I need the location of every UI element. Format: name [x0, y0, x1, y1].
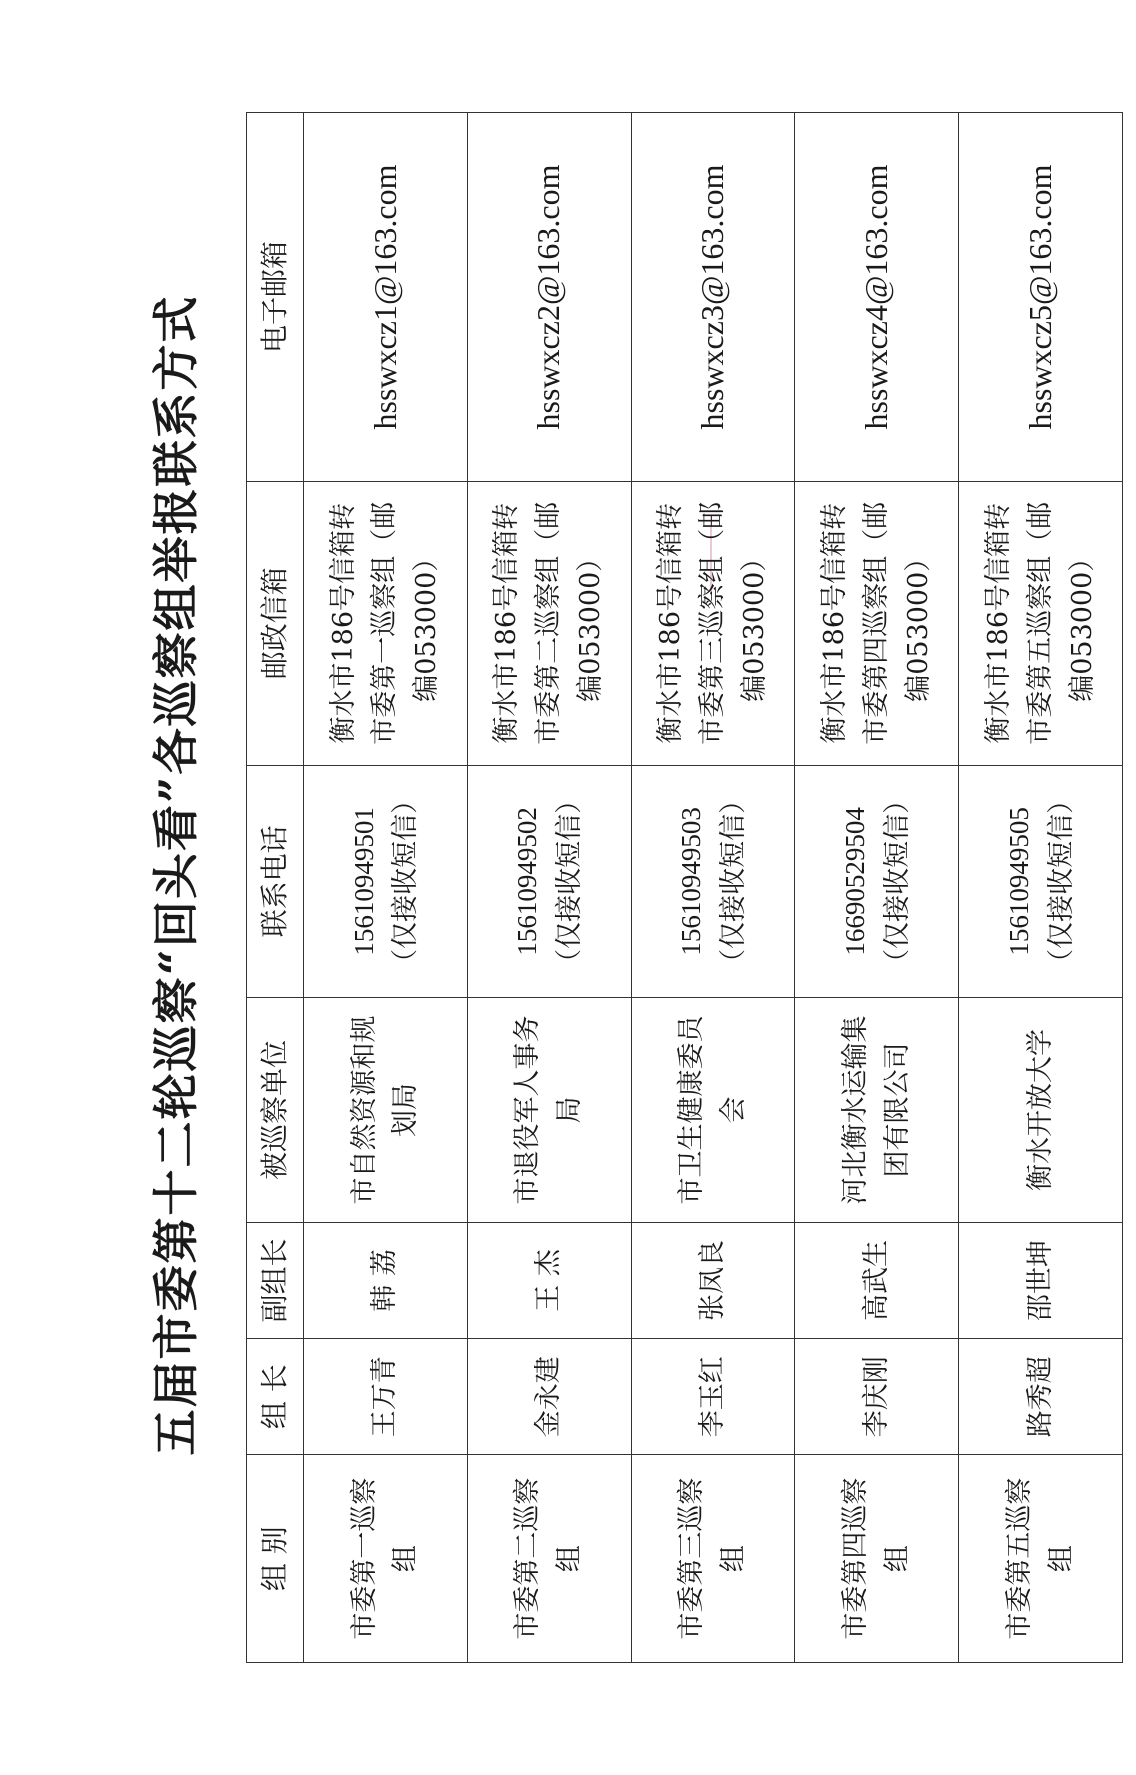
unit-cell: 衡水开放大学: [959, 998, 1123, 1223]
deputy-cell: 邵世坤: [959, 1222, 1123, 1338]
email-cell: hsswxcz5@163.com: [959, 113, 1123, 482]
phone-note: （仅接收短信）: [881, 786, 913, 976]
table-row: [467, 113, 631, 1663]
phone-number: 16690529504: [839, 807, 870, 956]
leader-cell: 李庆刚: [795, 1339, 959, 1455]
phone-number: 15610949503: [676, 807, 707, 956]
deputy-cell: 高武生: [795, 1222, 959, 1338]
header-phone: 联系电话: [247, 765, 304, 998]
email-cell: hsswxcz1@163.com: [304, 113, 468, 482]
header-deputy: 副组长: [247, 1222, 304, 1338]
phone-number: 15610949501: [348, 807, 379, 956]
unit-cell: 市自然资源和规划局: [304, 998, 468, 1223]
header-row: [247, 113, 304, 1663]
group-cell: 市委第二巡察组: [467, 1455, 631, 1663]
header-leader: 组 长: [247, 1339, 304, 1455]
phone-number: 15610949502: [512, 807, 543, 956]
mail-cell: 衡水市186号信箱转市委第五巡察组（邮编053000）: [959, 481, 1123, 765]
phone-cell: [304, 765, 468, 998]
phone-note: （仅接收短信）: [717, 786, 749, 976]
table-row: [795, 113, 959, 1663]
email-cell: hsswxcz2@163.com: [467, 113, 631, 482]
leader-cell: 路秀超: [959, 1339, 1123, 1455]
deputy-cell: 王 杰: [467, 1222, 631, 1338]
group-cell: 市委第五巡察组: [959, 1455, 1123, 1663]
email-cell: hsswxcz4@163.com: [795, 113, 959, 482]
unit-cell: 市退役军人事务局: [467, 998, 631, 1223]
email-cell: hsswxcz3@163.com: [631, 113, 795, 482]
page-title: 五届市委第十二轮巡察“回头看”各巡察组举报联系方式: [149, 294, 203, 1456]
phone-note: （仅接收短信）: [390, 786, 422, 976]
phone-number: 15610949505: [1003, 807, 1034, 956]
phone-note: （仅接收短信）: [554, 786, 586, 976]
deputy-cell: 韩 荔: [304, 1222, 468, 1338]
table-row: [631, 113, 795, 1663]
header-unit: 被巡察单位: [247, 998, 304, 1223]
leader-cell: 李玉红: [631, 1339, 795, 1455]
group-cell: 市委第四巡察组: [795, 1455, 959, 1663]
mail-cell: 衡水市186号信箱转市委第一巡察组（邮编053000）: [304, 481, 468, 765]
mail-cell: 衡水市186号信箱转市委第三巡察组（邮编053000）: [631, 481, 795, 765]
unit-cell: 河北衡水运输集团有限公司: [795, 998, 959, 1223]
contact-table: [246, 112, 1123, 1663]
group-cell: 市委第一巡察组: [304, 1455, 468, 1663]
deputy-cell: 张凤良: [631, 1222, 795, 1338]
mail-cell: 衡水市186号信箱转市委第二巡察组（邮编053000）: [467, 481, 631, 765]
mail-cell: 衡水市186号信箱转市委第四巡察组（邮编053000）: [795, 481, 959, 765]
phone-cell: [467, 765, 631, 998]
unit-cell: 市卫生健康委员会: [631, 998, 795, 1223]
header-email: 电子邮箱: [247, 113, 304, 482]
table-row: [959, 113, 1123, 1663]
header-mail: 邮政信箱: [247, 481, 304, 765]
phone-cell: [795, 765, 959, 998]
phone-cell: [631, 765, 795, 998]
leader-cell: 王万青: [304, 1339, 468, 1455]
leader-cell: 金永建: [467, 1339, 631, 1455]
group-cell: 市委第三巡察组: [631, 1455, 795, 1663]
header-group: 组 别: [247, 1455, 304, 1663]
table-row: [304, 113, 468, 1663]
phone-cell: [959, 765, 1123, 998]
phone-note: （仅接收短信）: [1045, 786, 1077, 976]
